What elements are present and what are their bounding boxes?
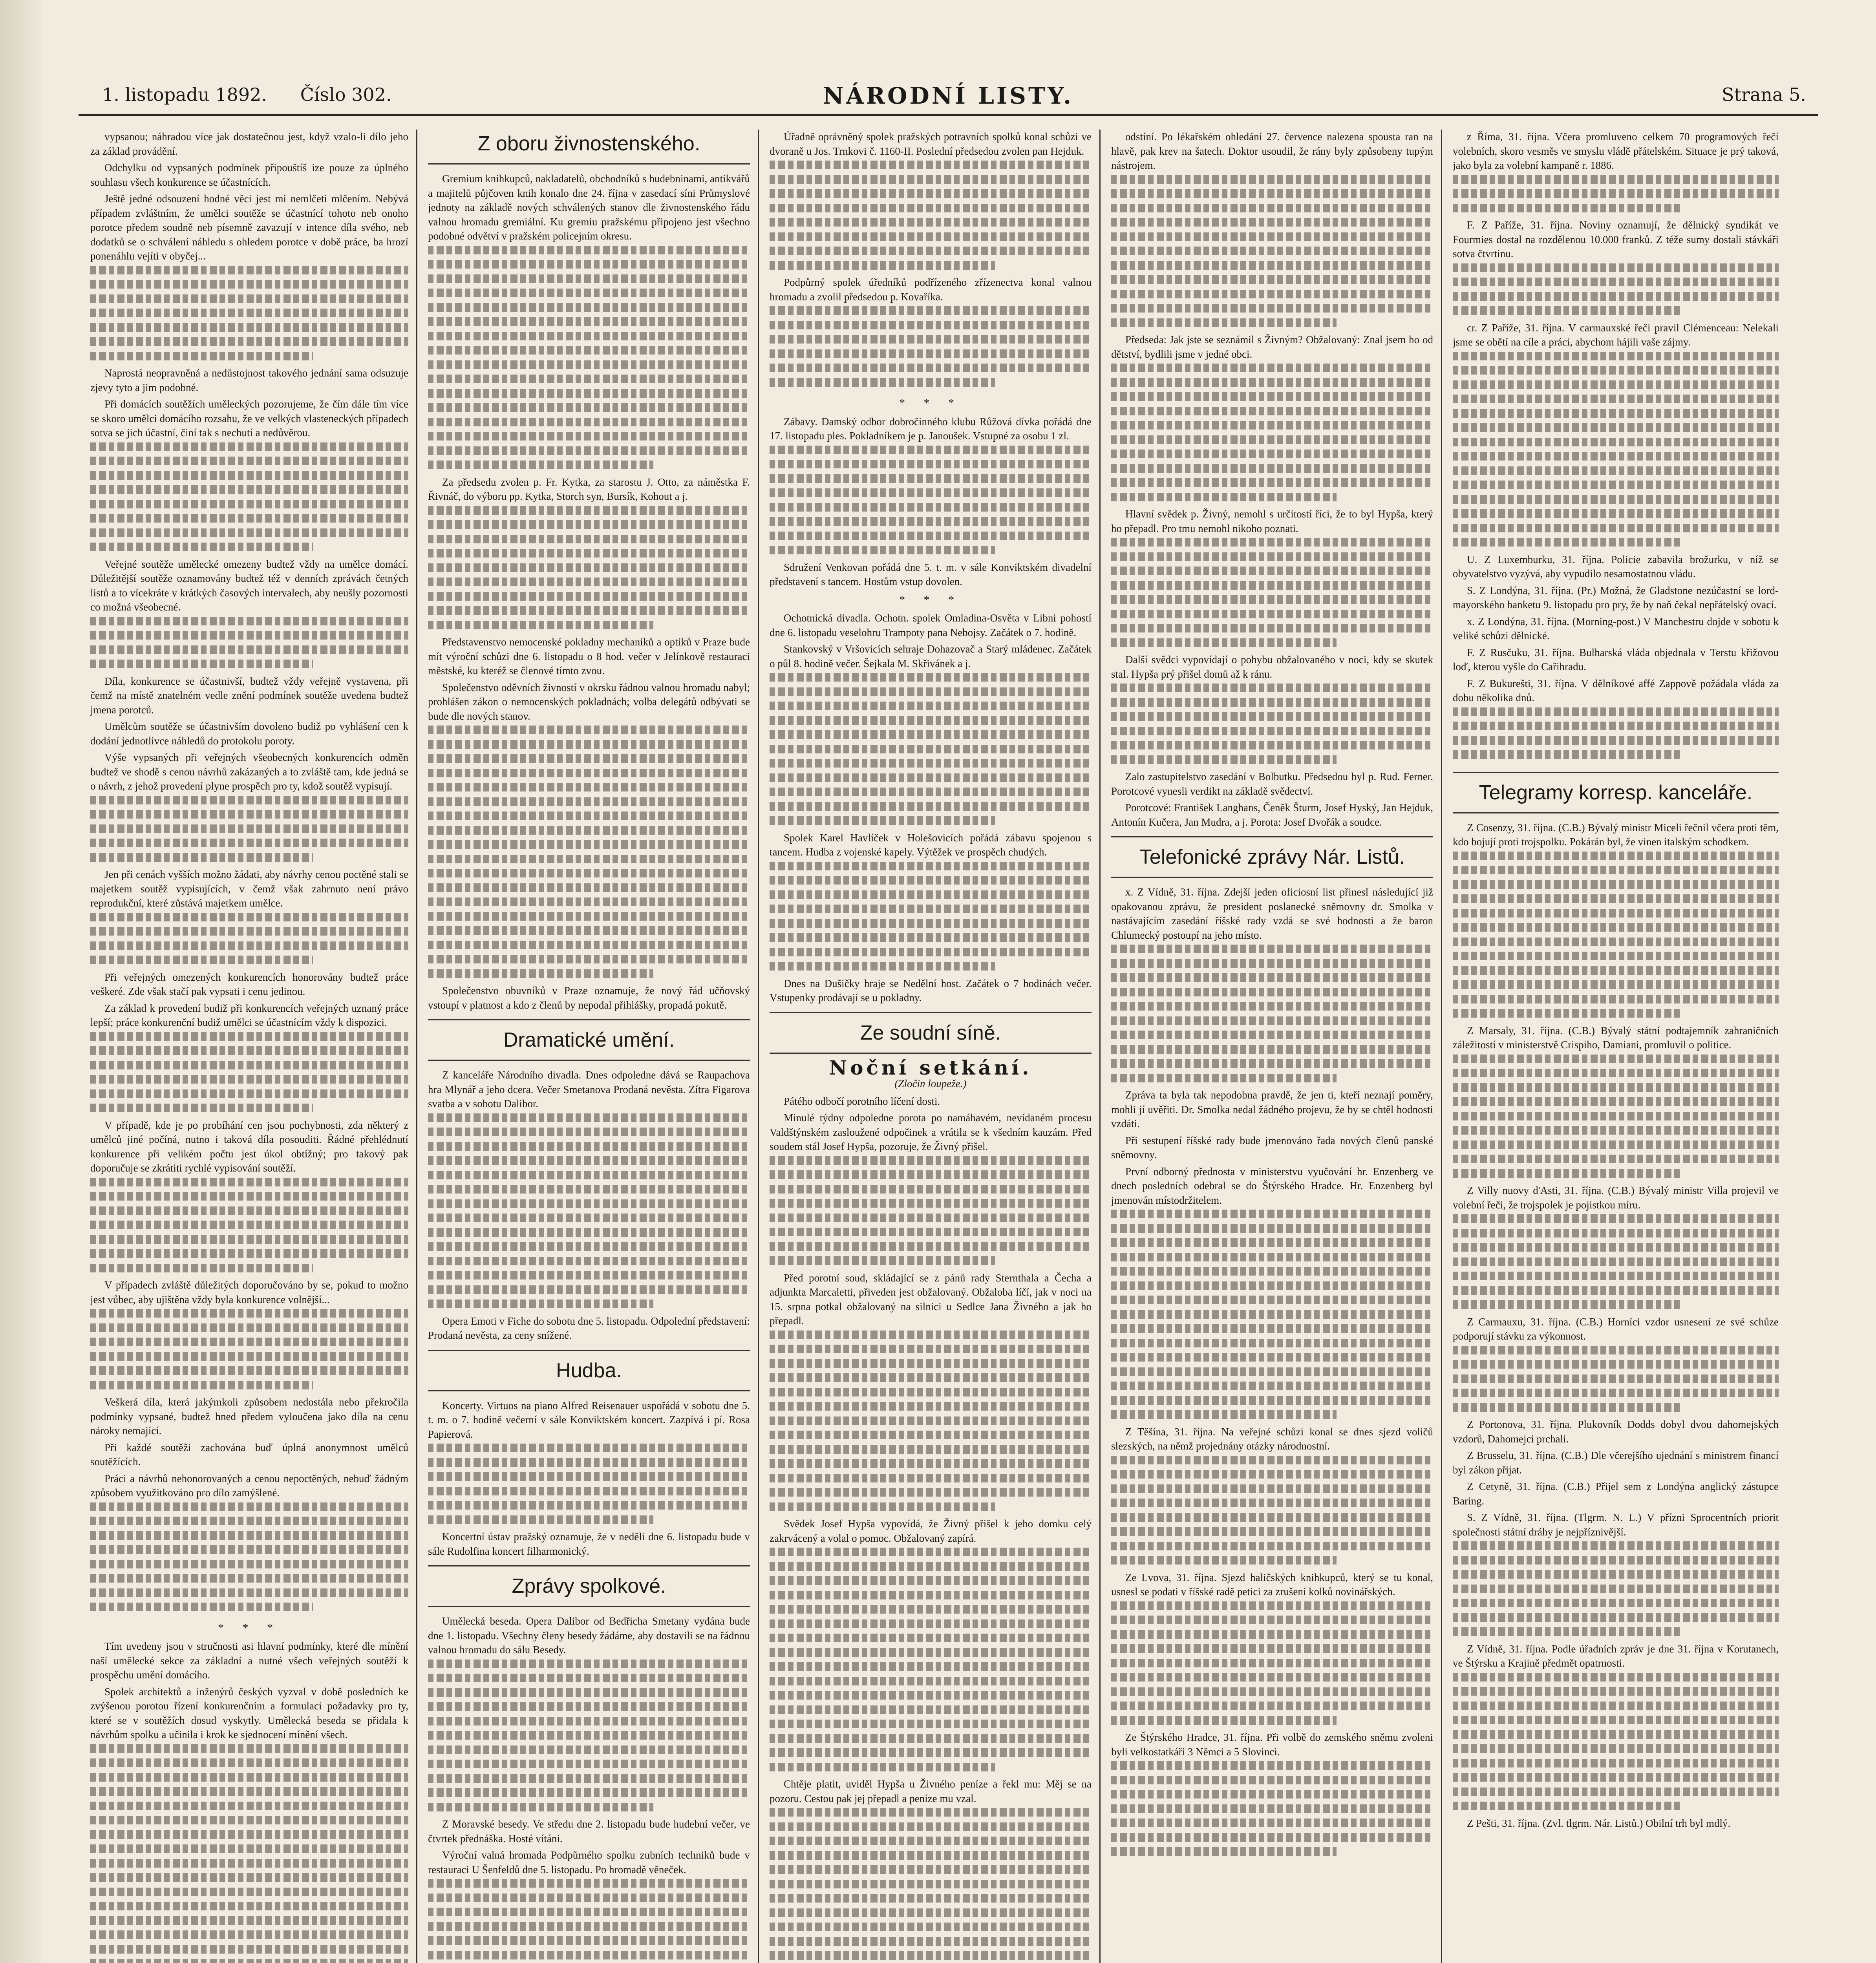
column-rule [1099, 130, 1101, 1963]
paragraph: Gremium knihkupců, nakladatelů, obchodníků s hudebninami, antikvářů a majitelů půjčoven knih konalo dne 24. října v zasedací síni Průmyslové jednoty na základě nových schválených stanov dle živnostenského řádu valnou hromadu gremiální. Ku gremiu pražskému připojeno jest všechno podobné odvětví v pražském policejním okresu. [428, 173, 750, 242]
paragraph: Tím uvedeny jsou v stručnosti asi hlavní podmínky, které dle mínění naší umělecké sekce za základní a nutné všech veřejných soutěží k prospěchu umění domácího. [90, 1640, 408, 1681]
paragraph: Hlavní svědek p. Živný, nemohl s určitostí říci, že to byl Hypša, který ho přepadl. Pro tmu nemohl nikoho poznati. [1111, 508, 1433, 534]
paragraph: Z Pešti, 31. října. (Zvl. tlgrm. Nár. Listů.) Obilní trh byl mdlý. [1467, 1817, 1731, 1829]
body-text-block [770, 1548, 1092, 1777]
paragraph: Společenstvo oděvních živností v okrsku řádnou valnou hromadu nabyl; prohlášen zákon o nemocenských pokladnách; volba delegátů odbývati se bude dle nových stanov. [428, 681, 750, 722]
body-text-block [770, 1331, 1092, 1517]
section-separator: * * * [899, 593, 962, 606]
paragraph: Zalo zastupitelstvo zasedání v Bolbutku. Předsedou byl p. Rud. Ferner. Porotcové vynesli verdikt na základě svědectví. [1111, 771, 1433, 797]
masthead-title: NÁRODNÍ LISTY. [823, 82, 1074, 109]
section-title-telephone: Telefonické zprávy Nár. Listů. [1139, 846, 1405, 868]
paragraph: Z Moravské besedy. Ve středu dne 2. listopadu bude hudební večer, ve čtvrtek přednáška. Hosté vítáni. [428, 1818, 750, 1844]
paragraph: Koncertní ústav pražský oznamuje, že v neděli dne 6. listopadu bude v sále Rudolfina koncert filharmonický. [428, 1531, 750, 1557]
paragraph: Před porotní soud, skládající se z pánů rady Sternthala a Čecha a adjunkta Marcaletti, přiveden jest obžalovaný. Obžaloba líčí, jak v noci na 15. srpna potkal obžalovaný na silnici u Sedlce Jana Živného a jak ho přepadl. [770, 1272, 1092, 1327]
body-text-block [428, 506, 750, 635]
body-text-block [1453, 852, 1779, 1024]
paragraph: x. Z Vídně, 31. října. Zdejší jeden oficiosní list přinesl následující již opakovanou zprávu, že president poslanecké sněmovny dr. Smolka v nastávajícím zasedání říšské rady vzdá se své hodnosti a že baron Chlumecký postoupí na jeho místo. [1111, 886, 1433, 941]
paragraph: Z Brusselu, 31. října. (C.B.) Dle včerejšího ujednání s ministrem financí byl zákon přijat. [1453, 1449, 1779, 1476]
article-headline: Noční setkání. [829, 1056, 1032, 1079]
divider [770, 1012, 1092, 1013]
body-text-block [1111, 1210, 1433, 1425]
column-4 [1111, 130, 1433, 1963]
body-text-block [770, 446, 1092, 560]
paragraph: Představenstvo nemocenské pokladny mechaniků a optiků v Praze bude mít výroční schůzi dne 6. listopadu o 8 hod. večer v Jelínkově restauraci městské, ku kteréž se členové tímto zvou. [428, 636, 750, 676]
paragraph: F. Z Rusčuku, 31. října. Bulharská vláda objednala v Terstu křižovou loď, kterou vyšle do Cařihradu. [1453, 646, 1779, 673]
paragraph: Úřadně oprávněný spolek pražských potravních spolků konal schůzi ve dvoraně u Jos. Trnkovi č. 1160-II. Poslední předsedou zvolen pan Hejduk. [770, 131, 1092, 157]
section-title-societies: Zprávy spolkové. [512, 1575, 666, 1597]
section-title-music: Hudba. [556, 1359, 622, 1382]
body-text-block [428, 1879, 750, 1963]
paragraph: U. Z Luxemburku, 31. října. Policie zabavila brožurku, v níž se obyvatelstvo vyzývá, aby vypudilo nesamostatnou vládu. [1453, 553, 1779, 579]
column-rule [758, 130, 759, 1963]
body-text-block [428, 1660, 750, 1817]
paragraph: Umělecká beseda. Opera Dalibor od Bedřicha Smetany vydána bude dne 1. listopadu. Všechny členy besedy žádáme, aby dostavili se na řádnou valnou hromadu do sálu Besedy. [428, 1615, 750, 1656]
paragraph: Minulé týdny odpoledne porota po namáhavém, nevídaném procesu Valdštýnském zasloužené odpočinek a vrátila se k všedním kauzám. Před soudem stál Josef Hypša, pozoruje, že Živný přišel. [770, 1112, 1092, 1152]
body-text-block [1111, 1761, 1433, 1862]
paragraph: Z Carmauxu, 31. října. (C.B.) Horníci vzdor usnesení ze své schůze podporují stávku za výkonnost. [1453, 1316, 1779, 1342]
body-text-block [1453, 1214, 1779, 1315]
body-text-block [770, 1808, 1092, 1963]
column-1 [90, 130, 408, 1963]
paragraph: Společenstvo obuvníků v Praze oznamuje, že nový řád učňovský vstoupí v platnost a kdo z členů by nepodal přihlášky, propadá pokutě. [428, 985, 750, 1011]
paragraph: Z Villy nuovy d'Asti, 31. října. (C.B.) Bývalý ministr Villa projevil ve volební řeči, že trojspolek je pojistkou míru. [1453, 1184, 1779, 1211]
paragraph: Další svědci vypovídají o pohybu obžalovaného v noci, kdy se skutek stal. Hypša prý přišel domů až k ránu. [1111, 654, 1433, 680]
page-header [79, 82, 1818, 116]
paragraph: Z Cosenzy, 31. října. (C.B.) Bývalý ministr Miceli řečnil včera proti těm, kdo bojují proti trojspolku. Pokárán byl, že vinen italským schodkem. [1453, 821, 1779, 848]
paragraph: Z Těšína, 31. října. Na veřejné schůzi konal se dnes sjezd voličů slezských, na němž projednány otázky národnostní. [1111, 1426, 1433, 1452]
paragraph: Odchylku od vypsaných podmínek připouštíš ize pouze za úplného souhlasu všech konkurence se účastnících. [90, 162, 408, 188]
paragraph: F. Z Bukurešti, 31. října. V dělníkové affé Zappově požádala vláda za dobu několika dnů. [1453, 677, 1779, 704]
paragraph: Ze Lvova, 31. října. Sjezd haličských knihkupců, který se tu konal, usnesl se podati v říšské radě petici za zrušení kolků novinářských. [1111, 1571, 1433, 1597]
body-text-block [770, 1156, 1092, 1271]
body-text-block [90, 1178, 408, 1278]
paragraph: vypsanou; náhradou více jak dostatečnou jest, když vzalo-li dílo jeho za základ provádění. [90, 131, 408, 157]
paragraph: S. Z Londýna, 31. října. (Pr.) Možná, že Gladstone nezúčastní se lord-mayorského banketu 9. listopadu pro pry, že by naň čekal nepřátelský ovací. [1453, 584, 1779, 610]
body-text-block [770, 161, 1092, 275]
body-text-block [1111, 364, 1433, 507]
section-title-trade: Z oboru živnostenského. [477, 132, 700, 155]
paragraph: Dnes na Dušičky hraje se Nedělní host. Začátek o 7 hodinách večer. Vstupenky prodávají se u pokladny. [770, 977, 1092, 1003]
paragraph: Při domácích soutěžích uměleckých pozorujeme, že čím dále tím více se skoro umělci domácího rozsahu, že ve velkých vlasteneckých případech sotva se jich účastní, činí tak s nechutí a nedůvěrou. [90, 398, 408, 439]
body-text-block [1453, 175, 1779, 218]
body-text-block [90, 1032, 408, 1118]
paragraph: Z Portonova, 31. října. Plukovník Dodds dobyl dvou dahomejských vzdorů, Dahomejci prchali. [1453, 1418, 1779, 1445]
divider [770, 1053, 1092, 1054]
paragraph: Za základ k provedení budiž při konkurencích veřejných uznaný práce lepší; práce konkurenční budiž umělci se účastnícím vždy k dispozici. [90, 1002, 408, 1028]
body-text-block [90, 913, 408, 970]
divider [1453, 772, 1779, 773]
body-text-block [1453, 1673, 1779, 1816]
paragraph: Ze Štýrského Hradce, 31. října. Při volbě do zemského sněmu zvoleni byli velkostatkáři 3 Němci a 5 Slovinci. [1111, 1731, 1433, 1758]
body-text-block [428, 246, 750, 475]
paragraph: V případě, kde je po probíhání cen jsou pochybnosti, zda některý z umělců jiné počíná, nutno i taková díla posouditi. Řádné přehlédnutí konkurence při velikém počtu jest úkol obtížný; pro takový pak doporučuje se zkrátiti rychlé vypisování soutěží. [90, 1119, 408, 1174]
paragraph: S. Z Vídně, 31. října. (Tlgrm. N. L.) V přízni Sprocentních priorit společnosti státní dráhy je nejpříznivější. [1453, 1512, 1779, 1538]
paragraph: Chtěje platit, uviděl Hypša u Živného peníze a řekl mu: Měj se na pozoru. Cestou pak jej přepadl a peníze mu vzal. [770, 1778, 1092, 1804]
page-gutter [0, 0, 43, 1963]
paragraph: Koncerty. Virtuos na piano Alfred Reisenauer uspořádá v sobotu dne 5. t. m. o 7. hodině večerní v sále Konviktském koncert. Zazpívá i pí. Rosa Papierová. [428, 1399, 750, 1440]
section-separator: * * * [218, 1621, 281, 1634]
paragraph: Z Vídně, 31. října. Podle úřadních zpráv je dne 31. října v Korutanech, ve Štýrsku a Krajině předmět opatrnosti. [1453, 1643, 1779, 1669]
section-title-telegrams: Telegramy korresp. kanceláře. [1479, 781, 1753, 804]
body-text-block [1453, 707, 1779, 765]
page-number: Strana 5. [1722, 84, 1806, 105]
divider [1111, 877, 1433, 878]
body-text-block [770, 673, 1092, 831]
body-text-block [1111, 538, 1433, 653]
paragraph: Z Marsaly, 31. října. (C.B.) Bývalý státní podtajemník zahraničních záležitostí v ministerstvě Crispiho, Damiani, promluvil o politice. [1453, 1024, 1779, 1051]
section-title-drama: Dramatické umění. [503, 1029, 675, 1051]
paragraph: Umělcům soutěže se účastnivším dovoleno budiž po vyhlášení cen k dodání jednotlivce náhledů do protokolu poroty. [90, 720, 408, 747]
body-text-block [770, 306, 1092, 392]
paragraph: Výroční valná hromada Podpůrného spolku zubních techniků bude v restauraci U Šenfeldů dne 5. listopadu. Po hromadě věneček. [428, 1849, 750, 1875]
section-separator: * * * [899, 397, 962, 409]
divider [428, 1606, 750, 1607]
paragraph: Spolek Karel Havlíček v Holešovicích pořádá zábavu spojenou s tancem. Hudba z vojenské kapely. Výtěžek ve prospěch chudých. [770, 832, 1092, 858]
paragraph: Podpůrný spolek úředníků podřízeného zřízenectva konal valnou hromadu a zvolil předsedou p. Kovaříka. [770, 276, 1092, 303]
paragraph: Za předsedu zvolen p. Fr. Kytka, za starostu J. Otto, za náměstka F. Řivnáč, do výboru pp. Kytka, Storch syn, Bursík, Kohout a j. [428, 476, 750, 502]
body-text-block [90, 617, 408, 674]
divider [428, 1565, 750, 1566]
paragraph: První odborný přednosta v ministerstvu vyučování hr. Enzenberg ve dnech posledních odebral se do Štýrského Hradce. Hr. Enzenberg byl jmenován místodržitelem. [1111, 1165, 1433, 1206]
paragraph: Naprostá neopravněná a nedůstojnost takového jednání sama odsuzuje zjevy tyto a jim podobné. [90, 367, 408, 393]
paragraph: F. Z Paříže, 31. října. Noviny oznamují, že dělnický syndikát ve Fourmies dostal na rozdělenou 10.000 franků. Z téže sumy dostali stávkáři sotva čtvrtinu. [1453, 219, 1779, 260]
divider [428, 163, 750, 164]
paragraph: Veřejné soutěže umělecké omezeny budtež vždy na umělce domácí. Důležitější soutěže oznamovány budtež též v denních zprávách četných listů a to vícekráte v krátkých časových intervalech, aby neušly pozornosti co možná všeobecné. [90, 558, 408, 613]
issue-date: 1. listopadu 1892. [102, 84, 267, 105]
paragraph: Sdružení Venkovan pořádá dne 5. t. m. v sále Konviktském divadelní představení s tancem. Hostům vstup dovolen. [770, 561, 1092, 587]
paragraph: Při veřejných omezených konkurencích honorovány budtež práce veškeré. Zde však stačí pak vypsati i cenu jedinou. [90, 971, 408, 997]
body-text-block [90, 796, 408, 868]
paragraph: Opera Emoti v Fiche do sobotu dne 5. listopadu. Odpolední představení: Prodaná nevěsta, za ceny snížené. [428, 1315, 750, 1341]
divider [1111, 836, 1433, 837]
divider [428, 1019, 750, 1020]
paragraph: Z kanceláře Národního divadla. Dnes odpoledne dává se Raupachova hra Mlynář a jeho dcera. Večer Smetanova Prodaná nevěsta. Zítra Figarova svatba a v sobotu Dalibor. [428, 1069, 750, 1109]
paragraph: z Říma, 31. října. Včera promluveno celkem 70 programových řečí volebních, skoro vesměs ve smyslu vládě přátelském. Situace je prý taková, jako byla za volební kampaně r. 1886. [1453, 131, 1779, 171]
paragraph: Veškerá díla, která jakýmkoli způsobem nedostála nebo překročila podmínky vypsané, budtež hned předem vyloučena jako díla na cenu nároky nemající. [90, 1396, 408, 1437]
paragraph: cr. Z Paříže, 31. října. V carmauxské řeči pravil Clémenceau: Nelekali jsme se obětí na cíle a práci, abychom hájili vaše zájmy. [1453, 322, 1779, 348]
article-subtitle: (Zločin loupeže.) [894, 1078, 967, 1089]
column-rule [1441, 130, 1442, 1963]
body-text-block [1111, 1456, 1433, 1570]
body-text-block [90, 442, 408, 557]
body-text-block [1111, 945, 1433, 1088]
paragraph: x. Z Londýna, 31. října. (Morning-post.) V Manchestru dojde v sobotu k veliké schůzi dělnické. [1453, 615, 1779, 642]
body-text-block [90, 1502, 408, 1617]
paragraph: Stankovský v Vršovicích sehraje Dohazovač a Starý mládenec. Začátek o půl 8. hodině večer. Šejkala M. Skřivánek a j. [770, 643, 1092, 669]
paragraph: Jen při cenách vyšších možno žádati, aby návrhy cenou poctěné stali se majetkem soutěž vypisujících, v čemž však zahrnuto není právo reprodukční, které zůstává majetkem umělce. [90, 868, 408, 909]
paragraph: Ochotnická divadla. Ochotn. spolek Omladina-Osvěta v Libni pohostí dne 6. listopadu veselohru Trampoty pana Nebojsy. Začátek o 7. hodině. [770, 612, 1092, 638]
paragraph: Práci a návrhů nehonorovaných a cenou nepoctěných, nebuď žádným způsobem využitkováno pro dílo zamýšlené. [90, 1472, 408, 1499]
body-text-block [428, 1113, 750, 1314]
paragraph: Spolek architektů a inženýrů českých vyzval v době posledních ke zvýšenou porotou řízení konkurenčním a formulaci požadavky pro ty, které se v soutěžích dosud vyskytly. Umělecká beseda se přidala k návrhům spolku a učinila i krok ke sjednocení mínění všech. [90, 1685, 408, 1740]
section-title-court: Ze soudní síně. [860, 1021, 1001, 1044]
column-2 [428, 130, 750, 1963]
body-text-block [90, 1309, 408, 1395]
body-text-block [428, 1444, 750, 1530]
body-text-block [1453, 1541, 1779, 1642]
paragraph: odstíní. Po lékařském ohledání 27. července nalezena spousta ran na hlavě, pak krev na šatech. Doktor usoudil, že rány byly způsobeny tupým nástrojem. [1111, 131, 1433, 171]
divider [428, 1350, 750, 1351]
paragraph: Svědek Josef Hypša vypovídá, že Živný přišel k jeho domku celý zakrvácený a volal o pomoc. Obžalovaný zapírá. [770, 1518, 1092, 1544]
paragraph: Porotcové: František Langhans, Čeněk Šturm, Josef Hyský, Jan Hejduk, Antonín Kučera, Jan Mudra, a j. Porota: Josef Dvořák a soudce. [1111, 802, 1433, 828]
body-text-block [90, 1744, 408, 1963]
body-text-block [1111, 175, 1433, 333]
body-text-block [1111, 1601, 1433, 1731]
paragraph: Výše vypsaných při veřejných všeobecných konkurencích odměn budtež ve shodě s cenou návrhů zakázaných a to zvláště tam, kde jedná se o návrh, z jehož provedení plyne prospěch pro ty, kdož soutěž vypisují. [90, 751, 408, 792]
column-rule [416, 130, 417, 1963]
divider [428, 1060, 750, 1061]
paragraph: Díla, konkurence se účastnivší, budtež vždy veřejně vystavena, při čemž na místě znatelném vedle znění podmínek soutěže uvedena budtež jmena porotců. [90, 675, 408, 716]
body-text-block [770, 862, 1092, 976]
body-text-block [1453, 352, 1779, 552]
paragraph: Zpráva ta byla tak nepodobna pravdě, že jen ti, kteří neznají poměry, mohli jí uvěřiti. Dr. Smolka nedal žádného projevu, že by se chtěl hodnosti vzdáti. [1111, 1089, 1433, 1130]
paragraph: Pátého odbočí porotního líčení dosti. [784, 1095, 940, 1107]
paragraph: Zábavy. Damský odbor dobročinného klubu Růžová dívka pořádá dne 17. listopadu ples. Pokladníkem je p. Janoušek. Vstupné za osobu 1 zl. [770, 415, 1092, 442]
paragraph: Při každé soutěži zachována buď úplná anonymnost umělců soutěžících. [90, 1441, 408, 1468]
column-3 [770, 130, 1092, 1963]
body-text-block [90, 266, 408, 366]
body-text-block [1453, 1346, 1779, 1418]
body-text-block [428, 726, 750, 983]
paragraph: Ještě jedné odsouzení hodné věci jest mi nemlčeti mlčením. Nebývá případem zvláštním, že umělci soutěže se účastnící tohoto neb onoho porotce předem soudně neb písemně zavazují v intence díla svého, neb dodatků se o schválení náhledu s ohledem porotce v době práce, ba hrozí ponenáhlu vejíti v obyčej... [90, 193, 408, 262]
issue-number: Číslo 302. [300, 84, 392, 105]
paragraph: Při sestupení říšské rady bude jmenováno řada nových členů panské sněmovny. [1111, 1134, 1433, 1161]
column-5 [1453, 130, 1779, 1963]
divider [428, 1390, 750, 1391]
paragraph: V případech zvláště důležitých doporučováno by se, pokud to možno jest vůbec, aby ujištěna vždy byla konkurence volnější... [90, 1279, 408, 1305]
divider [1453, 812, 1779, 813]
body-text-block [1111, 684, 1433, 769]
paragraph: Předseda: Jak jste se seznámil s Živným? Obžalovaný: Znal jsem ho od dětství, bydlili jsme v jedné obci. [1111, 334, 1433, 360]
body-text-block [1453, 1055, 1779, 1184]
body-text-block [1453, 263, 1779, 321]
paragraph: Z Cetyně, 31. října. (C.B.) Přijel sem z Londýna anglický zástupce Baring. [1453, 1480, 1779, 1507]
